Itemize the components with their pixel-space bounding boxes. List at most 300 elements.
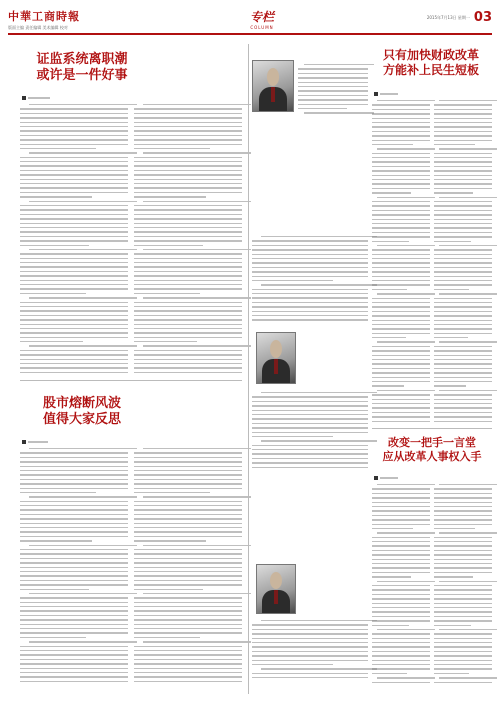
text-line: [134, 262, 242, 263]
text-line: [20, 681, 128, 682]
text-line: [134, 650, 242, 651]
text-line: [372, 324, 430, 325]
text-line: [298, 73, 368, 74]
text-line: [20, 126, 128, 127]
text-line: [20, 192, 128, 193]
headline-line: 应从改革人事权入手: [382, 449, 482, 463]
text-line: [372, 493, 430, 494]
text-line: [372, 144, 413, 145]
headline-line: 或许是一件好事: [36, 68, 128, 84]
text-line: [20, 672, 128, 673]
text-line: [143, 593, 251, 594]
text-line: [252, 254, 368, 255]
text-line: [434, 144, 475, 145]
text-line: [434, 603, 492, 604]
text-line: [372, 223, 430, 224]
text-line: [372, 638, 430, 639]
text-line: [377, 293, 435, 294]
text-line: [439, 629, 497, 630]
text-line: [20, 474, 128, 475]
text-line: [20, 271, 128, 272]
text-line: [134, 580, 242, 581]
headline-line: 方能补上民生短板: [382, 63, 479, 77]
text-line: [434, 126, 492, 127]
text-line: [20, 663, 128, 664]
text-line: [372, 506, 430, 507]
masthead: [8, 8, 492, 34]
text-line: [134, 130, 242, 131]
text-line: [134, 492, 210, 493]
headline-bottom-right: [372, 436, 492, 464]
text-line: [20, 589, 89, 590]
text-line: [252, 280, 333, 281]
text-line: [372, 416, 430, 417]
text-line: [434, 651, 492, 652]
text-line: [372, 140, 430, 141]
text-line: [134, 319, 242, 320]
text-line: [434, 381, 492, 382]
text-line: [134, 470, 242, 471]
text-line: [372, 109, 430, 110]
text-line: [434, 585, 492, 586]
text-line: [20, 236, 128, 237]
text-line: [252, 467, 368, 468]
text-line: [434, 515, 492, 516]
text-line: [434, 506, 492, 507]
text-line: [372, 232, 430, 233]
text-line: [434, 407, 492, 408]
text-line: [20, 148, 96, 149]
text-line: [134, 457, 242, 458]
byline-top-right: [374, 92, 398, 96]
text-line: [439, 484, 497, 485]
article-body-top-right-col1: [372, 100, 430, 422]
text-line: [20, 523, 128, 524]
text-line: [252, 660, 368, 661]
text-line: [434, 355, 492, 356]
text-line: [304, 64, 374, 65]
text-line: [372, 567, 430, 568]
text-line: [372, 280, 430, 281]
text-line: [20, 597, 128, 598]
text-line: [20, 306, 128, 307]
text-line: [434, 416, 492, 417]
text-line: [434, 161, 492, 162]
text-line: [434, 646, 492, 647]
text-line: [434, 315, 492, 316]
article-body-top-right-col2: [434, 100, 492, 422]
text-line: [372, 183, 430, 184]
text-line: [134, 549, 242, 550]
text-line: [252, 427, 368, 428]
text-line: [29, 249, 137, 250]
headline-line: 只有加快财政改革: [382, 48, 479, 62]
text-line: [377, 197, 435, 198]
text-line: [134, 231, 242, 232]
text-line: [434, 179, 492, 180]
text-line: [439, 341, 497, 342]
byline-bottom-left: [22, 440, 48, 444]
text-line: [134, 165, 242, 166]
text-line: [298, 99, 368, 100]
text-line: [434, 140, 492, 141]
text-line: [252, 664, 333, 665]
text-line: [372, 166, 430, 167]
text-line: [20, 139, 128, 140]
text-line: [298, 108, 347, 109]
text-line: [20, 615, 128, 616]
text-line: [372, 682, 430, 683]
text-line: [134, 624, 242, 625]
text-line: [20, 452, 128, 453]
text-line: [372, 355, 430, 356]
text-line: [252, 405, 368, 406]
text-line: [20, 553, 128, 554]
text-line: [439, 100, 497, 101]
text-line: [372, 541, 430, 542]
text-line: [434, 541, 492, 542]
text-line: [134, 179, 242, 180]
section-title-zh: 专栏: [249, 10, 274, 24]
text-line: [304, 112, 374, 113]
square-bullet-icon: [22, 440, 26, 444]
text-line: [134, 668, 242, 669]
text-line: [434, 668, 492, 669]
text-line: [372, 554, 430, 555]
text-line: [20, 646, 128, 647]
text-line: [134, 606, 242, 607]
text-line: [372, 214, 430, 215]
text-line: [134, 488, 242, 489]
text-line: [434, 284, 492, 285]
text-line: [372, 113, 430, 114]
byline-author: [28, 441, 48, 442]
text-line: [372, 607, 430, 608]
text-line: [372, 519, 430, 520]
text-line: [20, 258, 128, 259]
text-line: [134, 479, 242, 480]
text-line: [134, 363, 242, 364]
text-line: [434, 594, 492, 595]
text-line: [134, 293, 200, 294]
text-line: [20, 135, 128, 136]
text-line: [29, 545, 137, 546]
square-bullet-icon: [374, 92, 378, 96]
text-line: [134, 236, 242, 237]
text-line: [134, 161, 242, 162]
text-line: [20, 501, 128, 502]
text-line: [252, 245, 368, 246]
text-line: [434, 598, 492, 599]
text-line: [377, 677, 435, 678]
text-line: [434, 113, 492, 114]
text-line: [134, 170, 242, 171]
text-line: [372, 372, 430, 373]
text-line: [434, 166, 492, 167]
text-line: [434, 267, 492, 268]
headline-top-right: [372, 48, 490, 78]
text-line: [20, 209, 128, 210]
text-line: [252, 262, 368, 263]
text-line: [372, 262, 430, 263]
text-line: [261, 284, 377, 285]
text-line: [20, 584, 128, 585]
photo-caption-1: [298, 64, 368, 114]
text-line: [134, 337, 242, 338]
text-line: [20, 196, 92, 197]
text-line: [434, 377, 492, 378]
text-line: [434, 227, 492, 228]
text-line: [372, 585, 430, 586]
square-bullet-icon: [374, 476, 378, 480]
text-line: [434, 625, 471, 626]
text-line: [20, 332, 128, 333]
text-line: [134, 310, 242, 311]
text-line: [434, 545, 492, 546]
text-line: [377, 484, 435, 485]
text-line: [20, 253, 128, 254]
text-line: [134, 288, 242, 289]
text-line: [372, 157, 430, 158]
text-line: [20, 466, 128, 467]
text-line: [298, 95, 368, 96]
text-line: [434, 109, 492, 110]
article-body-top-left-col1: [20, 104, 128, 373]
text-line: [134, 122, 242, 123]
text-line: [372, 126, 430, 127]
text-line: [372, 175, 430, 176]
text-line: [434, 205, 492, 206]
text-line: [252, 651, 368, 652]
text-line: [20, 659, 128, 660]
text-line: [134, 113, 242, 114]
text-line: [252, 624, 368, 625]
columnist-photo-2: [256, 332, 296, 384]
text-line: [372, 646, 430, 647]
text-line: [252, 423, 368, 424]
text-line: [372, 249, 430, 250]
text-line: [377, 581, 435, 582]
text-line: [252, 462, 368, 463]
text-line: [434, 528, 475, 529]
text-line: [134, 354, 242, 355]
photo-caption-2: [252, 236, 368, 321]
text-line: [20, 117, 128, 118]
text-line: [20, 293, 86, 294]
text-line: [372, 502, 430, 503]
text-line: [29, 641, 137, 642]
text-line: [372, 161, 430, 162]
text-line: [20, 266, 128, 267]
text-line: [134, 505, 242, 506]
photo-caption-3: [252, 392, 368, 468]
text-line: [372, 488, 430, 489]
text-line: [372, 311, 430, 312]
text-line: [134, 558, 242, 559]
text-line: [134, 205, 242, 206]
text-line: [134, 536, 242, 537]
text-line: [20, 170, 128, 171]
text-line: [20, 157, 128, 158]
text-line: [252, 396, 368, 397]
text-line: [372, 407, 430, 408]
text-line: [372, 625, 409, 626]
text-line: [252, 276, 368, 277]
text-line: [143, 297, 251, 298]
text-line: [134, 676, 242, 677]
text-line: [372, 421, 430, 422]
text-line: [252, 646, 368, 647]
text-line: [372, 118, 430, 119]
text-line: [372, 537, 430, 538]
article-body-bottom-right-col1: [372, 484, 430, 683]
text-line: [434, 399, 492, 400]
text-line: [434, 271, 492, 272]
text-line: [439, 581, 497, 582]
text-line: [20, 174, 128, 175]
text-line: [20, 284, 128, 285]
text-line: [20, 113, 128, 114]
text-line: [134, 637, 200, 638]
text-line: [20, 310, 128, 311]
text-line: [134, 531, 242, 532]
text-line: [372, 616, 430, 617]
text-line: [372, 333, 430, 334]
text-line: [20, 108, 128, 109]
text-line: [252, 638, 368, 639]
text-line: [252, 655, 368, 656]
headline-line: 值得大家反思: [42, 412, 121, 428]
text-line: [143, 201, 251, 202]
text-line: [434, 638, 492, 639]
text-line: [20, 571, 128, 572]
text-line: [372, 153, 430, 154]
text-line: [252, 629, 368, 630]
masthead-sub-info: 版面主编 责任编辑 美术编辑 校对: [8, 25, 68, 30]
section-title: [244, 8, 280, 30]
text-line: [372, 620, 430, 621]
text-line: [372, 284, 430, 285]
text-line: [20, 637, 86, 638]
text-line: [372, 673, 407, 674]
text-line: [134, 183, 242, 184]
paper-name: 中華工商時報: [8, 10, 80, 23]
text-line: [134, 589, 203, 590]
text-line: [20, 580, 128, 581]
text-line: [20, 223, 128, 224]
text-line: [372, 589, 430, 590]
text-line: [372, 368, 430, 369]
text-line: [20, 359, 128, 360]
text-line: [20, 130, 128, 131]
text-line: [252, 449, 368, 450]
text-line: [20, 363, 128, 364]
text-line: [261, 392, 377, 393]
text-line: [372, 188, 430, 189]
text-line: [20, 227, 128, 228]
text-line: [134, 214, 242, 215]
text-line: [434, 620, 492, 621]
text-line: [372, 363, 430, 364]
text-line: [372, 664, 430, 665]
text-line: [20, 144, 128, 145]
text-line: [29, 104, 137, 105]
text-line: [372, 298, 430, 299]
text-line: [134, 187, 242, 188]
text-line: [252, 432, 368, 433]
text-line: [134, 144, 242, 145]
text-line: [20, 288, 128, 289]
text-line: [372, 227, 430, 228]
text-line: [434, 241, 471, 242]
text-line: [434, 122, 492, 123]
text-line: [252, 418, 368, 419]
text-line: [20, 161, 128, 162]
text-line: [372, 412, 430, 413]
text-line: [298, 77, 368, 78]
text-line: [134, 117, 242, 118]
text-line: [20, 122, 128, 123]
text-line: [134, 575, 242, 576]
text-line: [434, 359, 492, 360]
text-line: [372, 210, 430, 211]
text-line: [434, 655, 492, 656]
text-line: [434, 660, 492, 661]
text-line: [434, 210, 492, 211]
text-line: [434, 232, 492, 233]
text-line: [143, 249, 251, 250]
text-line: [434, 280, 492, 281]
text-line: [20, 187, 128, 188]
text-line: [20, 319, 128, 320]
text-line: [252, 297, 368, 298]
text-line: [439, 293, 497, 294]
text-line: [434, 589, 492, 590]
text-line: [372, 205, 430, 206]
masthead-rule: [8, 33, 492, 35]
headline-top-left: [20, 52, 144, 85]
text-line: [143, 448, 251, 449]
text-line: [439, 148, 497, 149]
text-line: [372, 394, 430, 395]
text-line: [372, 594, 430, 595]
text-line: [20, 676, 128, 677]
text-line: [434, 403, 492, 404]
text-line: [372, 104, 430, 105]
text-line: [434, 306, 492, 307]
text-line: [134, 245, 203, 246]
text-line: [134, 672, 242, 673]
text-line: [134, 659, 242, 660]
text-line: [134, 332, 242, 333]
text-line: [434, 324, 492, 325]
text-line: [20, 558, 128, 559]
text-line: [372, 651, 430, 652]
text-line: [372, 510, 430, 511]
text-line: [134, 597, 242, 598]
text-line: [439, 677, 497, 678]
section-title-en: COLUMN: [250, 25, 274, 30]
text-line: [372, 497, 430, 498]
text-line: [377, 390, 435, 391]
text-line: [434, 372, 492, 373]
text-line: [20, 341, 83, 342]
text-line: [252, 271, 368, 272]
text-line: [20, 606, 128, 607]
text-line: [20, 275, 128, 276]
text-line: [134, 474, 242, 475]
text-line: [252, 319, 368, 320]
